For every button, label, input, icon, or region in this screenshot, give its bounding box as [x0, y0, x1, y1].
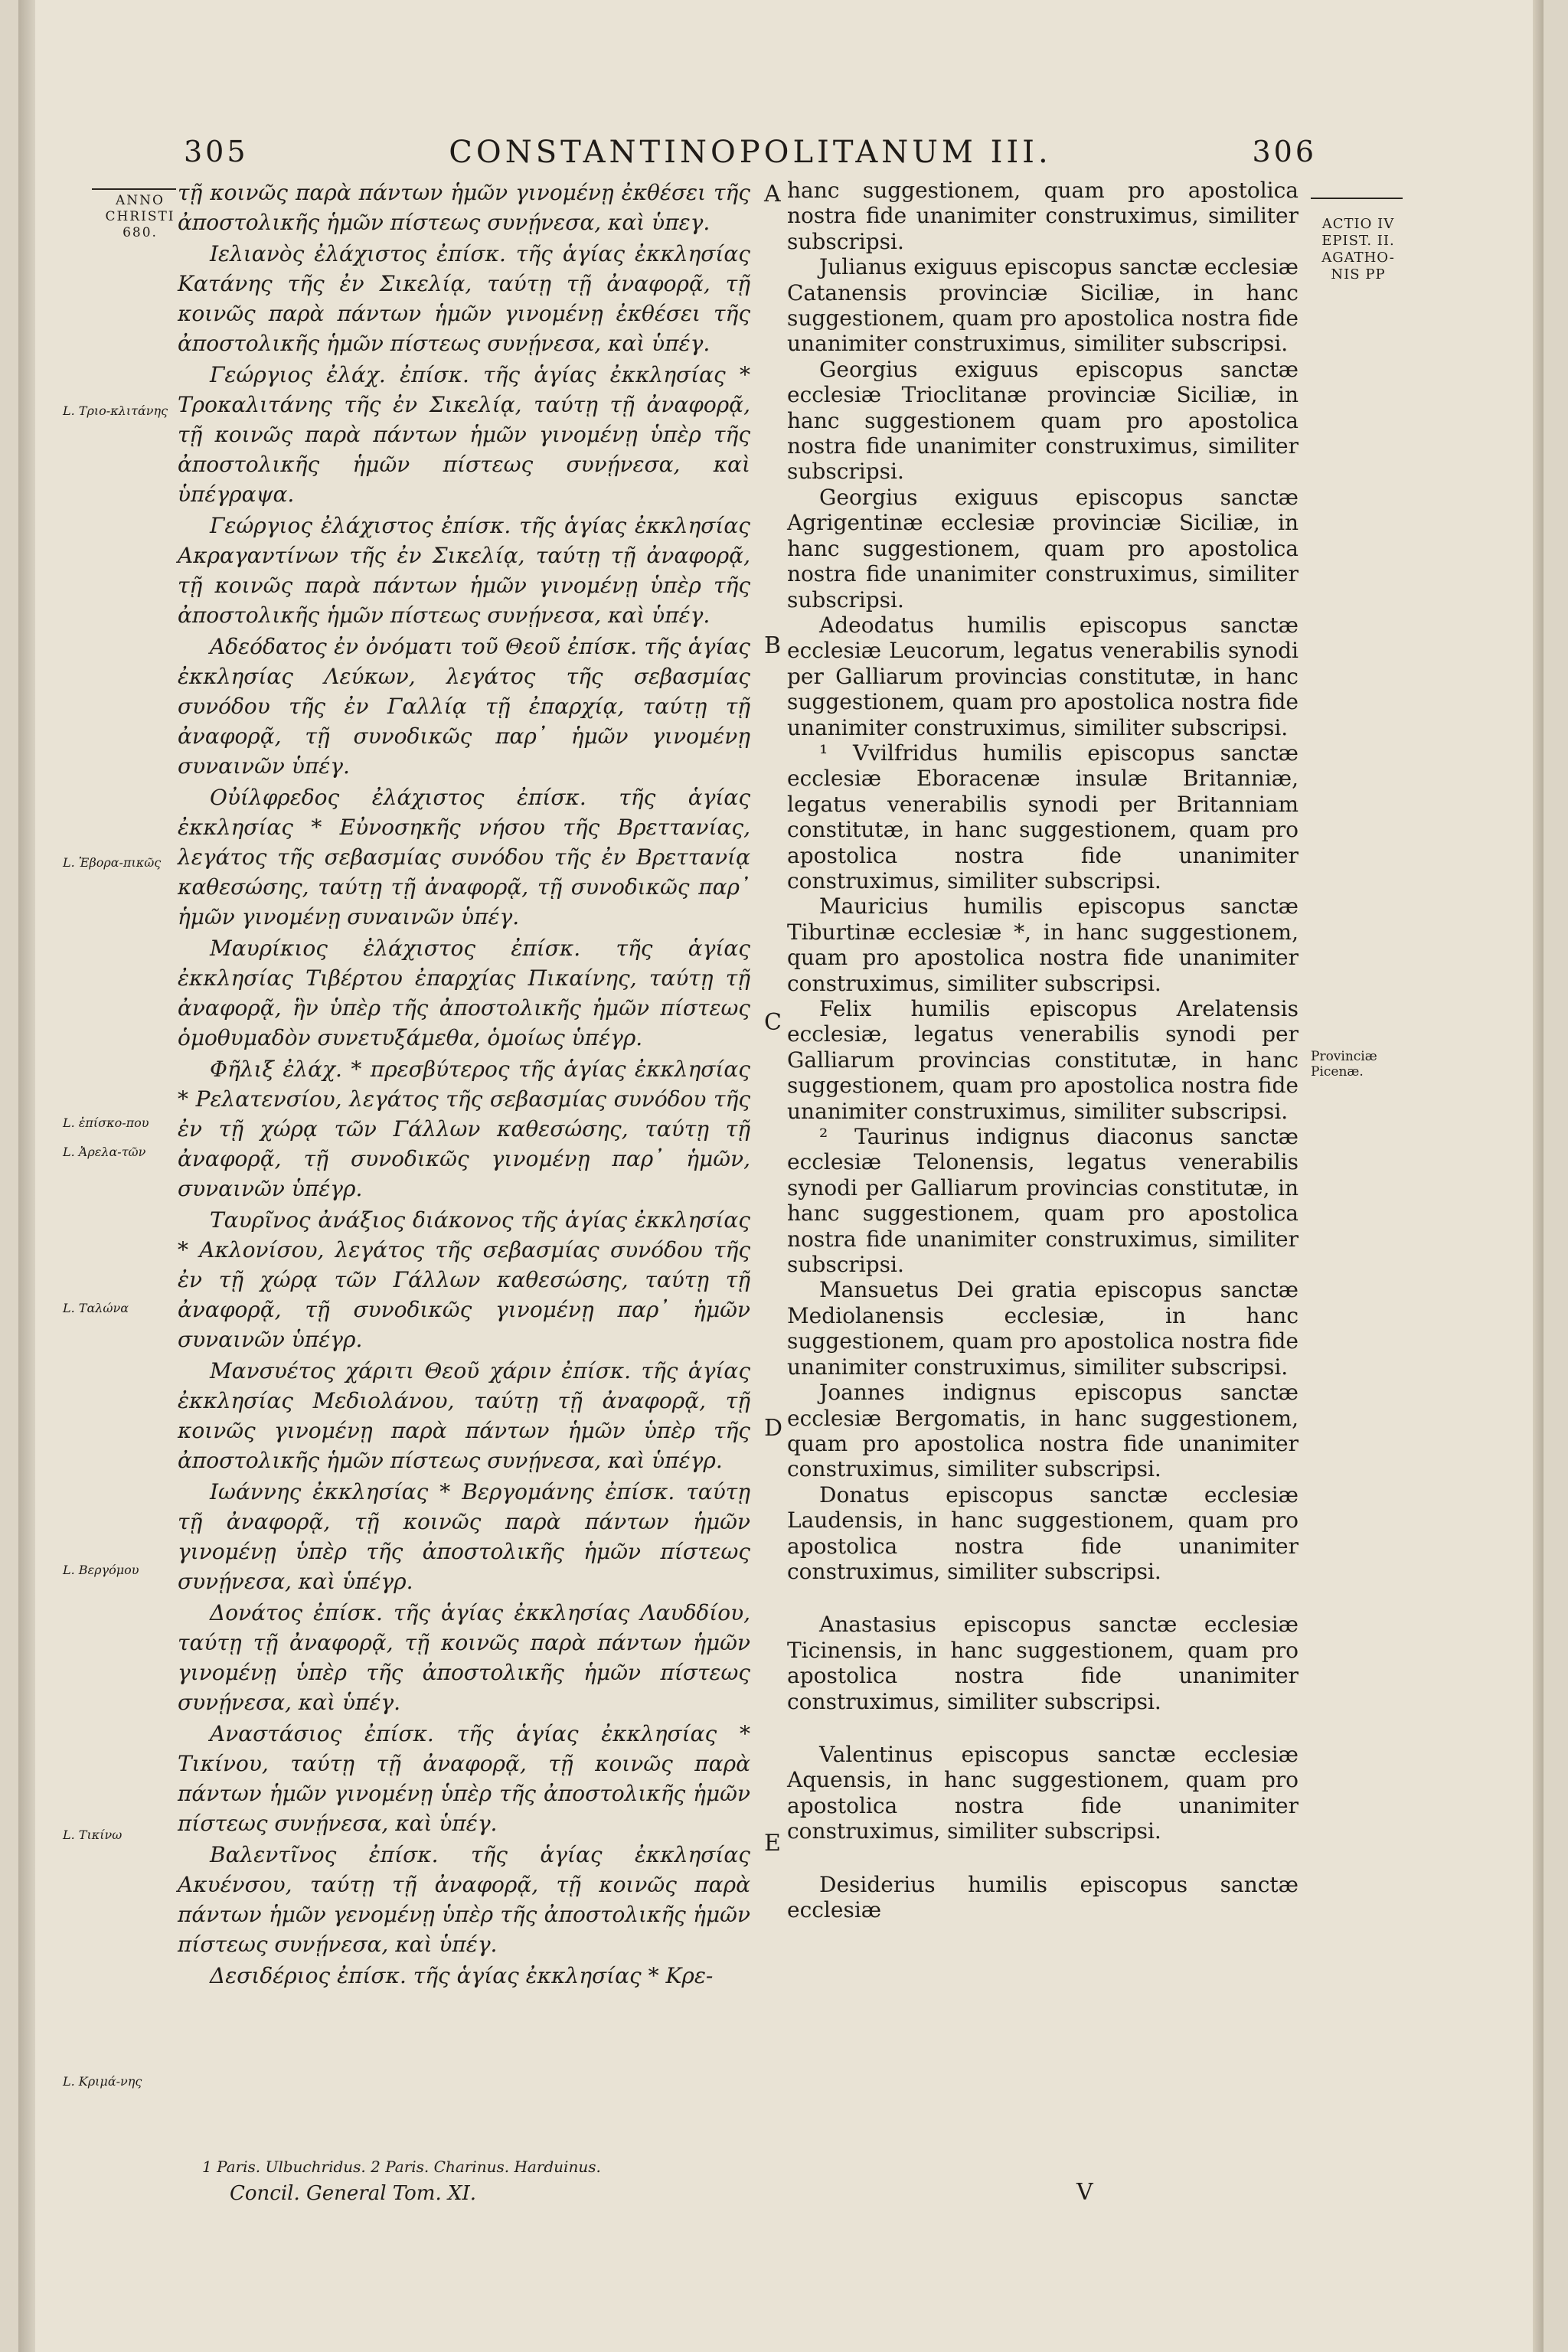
latin-paragraph: Julianus exiguus episcopus sanctæ ecclesiæ Catanensis provinciæ Siciliæ, in hanc suggestionem, quam pro apostolica nostra fide unanimiter construximus, similiter subscripsi.	[787, 254, 1298, 357]
latin-paragraph: Valentinus episcopus sanctæ ecclesiæ Aquensis, in hanc suggestionem, quam pro apostolica nostra fide unanimiter construximus, similiter subscripsi.	[787, 1741, 1298, 1844]
page-gutter-shadow	[1533, 0, 1544, 2352]
greek-paragraph: Μανσυέτος χάριτι Θεοῦ χάριν ἐπίσκ. τῆς ἁγίας ἐκκλησίας Μεδιολάνου, ταύτῃ τῇ ἀναφορᾷ, τῇ κοινῶς γινομένῃ παρὰ πάντων ἡμῶν ὑπὲρ τῆς ἀποστολικῆς ἡμῶν πίστεως συνῄνεσα, καὶ ὑπέγρ.	[178, 1358, 750, 1473]
greek-paragraph: Δεσιδέριος ἐπίσκ. τῆς ἁγίας ἐκκλησίας * Κρε-	[210, 1963, 714, 1988]
greek-paragraph: Αναστάσιος ἐπίσκ. τῆς ἁγίας ἐκκλησίας * Τικίνου, ταύτῃ τῇ ἀναφορᾷ, τῇ κοινῶς παρὰ πάντων ἡμῶν γινομένῃ ὑπὲρ τῆς ἀποστολικῆς ἡμῶν πίστεως συνῄνεσα, καὶ ὑπέγ.	[178, 1721, 750, 1836]
margin-note: L. ἐπίσκο-που	[63, 1116, 149, 1130]
picena-label: Picenæ.	[1311, 1064, 1364, 1080]
latin-column	[787, 178, 1298, 2275]
section-letter-c: C	[764, 1009, 782, 1036]
margin-rule-left	[92, 188, 176, 190]
previous-page-edge	[18, 0, 35, 2352]
latin-paragraph: Desiderius humilis episcopus sanctæ ecclesiæ	[787, 1871, 1298, 1922]
margin-note: L. Ἀρελα-τῶν	[63, 1145, 146, 1159]
epist-label: EPIST. II.	[1321, 233, 1395, 249]
anno-label: ANNO	[116, 193, 165, 208]
latin-paragraph: Adeodatus humilis episcopus sanctæ ecclesiæ Leucorum, legatus venerabilis synodi per Galliarum provincias constitutæ, in hanc suggestionem, quam pro apostolica nostra fide unanimiter construximus, similiter subscripsi.	[787, 612, 1298, 740]
latin-paragraph: Georgius exiguus episcopus sanctæ Agrigentinæ ecclesiæ provinciæ Siciliæ, in hanc suggestionem, quam pro apostolica nostra fide unanimiter construximus, similiter subscripsi.	[787, 484, 1298, 612]
latin-paragraph: Mauricius humilis episcopus sanctæ Tiburtinæ ecclesiæ *, in hanc suggestionem, quam pro apostolica nostra fide unanimiter construximus, similiter subscripsi.	[787, 893, 1298, 996]
latin-paragraph: Mansuetus Dei gratia episcopus sanctæ Mediolanensis ecclesiæ, in hanc suggestionem, quam pro apostolica nostra fide unanimiter construximus, similiter subscripsi.	[787, 1277, 1298, 1380]
year-label: 680.	[122, 225, 158, 240]
greek-paragraph: Δονάτος ἐπίσκ. τῆς ἁγίας ἐκκλησίας Λαυδδίου, ταύτῃ τῇ ἀναφορᾷ, τῇ κοινῶς παρὰ πάντων ἡμῶν γινομένῃ ὑπὲρ τῆς ἀποστολικῆς ἡμῶν πίστεως συνῄνεσα, καὶ ὑπέγ.	[178, 1600, 750, 1715]
latin-paragraph: hanc suggestionem, quam pro apostolica nostra fide unanimiter construximus, similiter subscripsi.	[787, 178, 1298, 254]
latin-paragraph: Donatus episcopus sanctæ ecclesiæ Laudensis, in hanc suggestionem, quam pro apostolica nostra fide unanimiter construximus, similiter subscripsi.	[787, 1481, 1298, 1584]
signature-mark: V	[1076, 2179, 1093, 2206]
greek-paragraph: Ταυρῖνος ἀνάξιος διάκονος τῆς ἁγίας ἐκκλησίας * Ακλονίσου, λεγάτος τῆς σεβασμίας συνόδου τῆς ἐν τῇ χώρᾳ τῶν Γάλλων καθεσώσης, ταύτῃ τῇ ἀναφορᾷ, τῇ συνοδικῶς γινομένῃ παρ᾽ ἡμῶν συναινῶν ὑπέγρ.	[178, 1207, 750, 1352]
greek-paragraph: Γεώργιος ἐλάχιστος ἐπίσκ. τῆς ἁγίας ἐκκλησίας Ακραγαντίνων τῆς ἐν Σικελίᾳ, ταύτῃ τῇ ἀναφορᾷ, τῇ κοινῶς παρὰ πάντων ἡμῶν γινομένῃ ὑπὲρ τῆς ἀποστολικῆς ἡμῶν πίστεως συνῄνεσα, καὶ ὑπέγ.	[178, 513, 750, 628]
greek-paragraph: Βαλεντῖνος ἐπίσκ. τῆς ἁγίας ἐκκλησίας Ακυένσου, ταύτῃ τῇ ἀναφορᾷ, τῇ κοινῶς παρὰ πάντων ἡμῶν γενομένῃ ὑπὲρ τῆς ἀποστολικῆς ἡμῶν πίστεως συνῄνεσα, καὶ ὑπέγ.	[178, 1842, 750, 1957]
nis-label: NIS PP	[1331, 266, 1386, 283]
provincia-label: Provinciæ	[1311, 1049, 1377, 1064]
greek-paragraph: Οὐίλφρεδος ἐλάχιστος ἐπίσκ. τῆς ἁγίας ἐκκλησίας * Εὐνοσηκῆς νήσου τῆς Βρεττανίας, λεγάτος τῆς σεβασμίας συνόδου τῆς ἐν Βρεττανίᾳ καθεσώσης, ταύτῃ τῇ ἀναφορᾷ, τῇ συνοδικῶς παρ᾽ ἡμῶν γινομένῃ συναινῶν ὑπέγ.	[178, 785, 750, 929]
page-number-left: 305	[184, 135, 249, 168]
page-title: CONSTANTINOPOLITANUM III.	[449, 135, 1052, 170]
greek-paragraph: Ιωάννης ἐκκλησίας * Βεργομάνης ἐπίσκ. ταύτῃ τῇ ἀναφορᾷ, τῇ κοινῶς παρὰ πάντων ἡμῶν γινομένῃ ὑπὲρ τῆς ἀποστολικῆς ἡμῶν πίστεως συνῄνεσα, καὶ ὑπέγρ.	[178, 1479, 750, 1594]
latin-paragraph: Anastasius episcopus sanctæ ecclesiæ Ticinensis, in hanc suggestionem, quam pro apostolica nostra fide unanimiter construximus, similiter subscripsi.	[787, 1612, 1298, 1714]
agatho-label: AGATHO-	[1321, 250, 1395, 266]
margin-note: L. Βεργόμου	[63, 1563, 139, 1577]
margin-note-right	[1311, 1049, 1426, 1080]
christi-label: CHRISTI	[105, 209, 175, 224]
greek-column	[178, 178, 750, 2275]
greek-paragraph: Φῆλιξ ἐλάχ. * πρεσβύτερος τῆς ἁγίας ἐκκλησίας * Ρελατενσίου, λεγάτος τῆς σεβασμίας συνόδου τῆς ἐν τῇ χώρᾳ τῶν Γάλλων καθεσώσης, ταύτῃ τῇ ἀναφορᾷ, τῇ συνοδικῶς γινομένῃ παρ᾽ ἡμῶν, συναινῶν ὑπέγρ.	[178, 1057, 750, 1201]
running-header	[184, 135, 1317, 173]
section-letter-e: E	[764, 1830, 781, 1857]
margin-note: L. Τικίνω	[63, 1828, 122, 1842]
greek-paragraph: Αδεόδατος ἐν ὀνόματι τοῦ Θεοῦ ἐπίσκ. τῆς ἁγίας ἐκκλησίας Λεύκων, λεγάτος τῆς σεβασμίας συνόδου τῆς ἐν Γαλλίᾳ τῇ ἐπαρχίᾳ, ταύτῃ τῇ ἀναφορᾷ, τῇ συνοδικῶς παρ᾽ ἡμῶν γινομένῃ συναινῶν ὑπέγ.	[178, 634, 750, 779]
margin-note: L. Τριο-κλιτάνης	[63, 403, 168, 418]
greek-paragraph: τῇ κοινῶς παρὰ πάντων ἡμῶν γινομένῃ ἐκθέσει τῆς ἀποστολικῆς ἡμῶν πίστεως συνῄνεσα, καὶ ὑπεγ.	[178, 180, 750, 235]
latin-paragraph: ¹ Vvilfridus humilis episcopus sanctæ ecclesiæ Eboracenæ insulæ Britanniæ, legatus venerabilis synodi per Britanniam constitutæ, in hanc suggestionem, quam pro apostolica nostra fide unanimiter construximus, similiter subscripsi.	[787, 740, 1298, 893]
greek-paragraph: Γεώργιος ἐλάχ. ἐπίσκ. τῆς ἁγίας ἐκκλησίας * Τροκαλιτάνης τῆς ἐν Σικελίᾳ, ταύτῃ τῇ ἀναφορᾷ, τῇ κοινῶς παρὰ πάντων ἡμῶν γινομένῃ ὑπὲρ τῆς ἀποστολικῆς ἡμῶν πίστεως συνῄνεσα, καὶ ὑπέγραψα.	[178, 362, 750, 507]
volume-line: Concil. General Tom. XI.	[230, 2182, 477, 2205]
latin-paragraph: Felix humilis episcopus Arelatensis ecclesiæ, legatus venerabilis synodi per Galliarum provincias constitutæ, in hanc suggestionem, quam pro apostolica nostra fide unanimiter construximus, similiter subscripsi.	[787, 996, 1298, 1124]
margin-note: L. Κριμά-νης	[63, 2074, 142, 2089]
latin-paragraph: Joannes indignus episcopus sanctæ ecclesiæ Bergomatis, in hanc suggestionem, quam pro apostolica nostra fide unanimiter construximus, similiter subscripsi.	[787, 1380, 1298, 1482]
margin-note: L. Ταλώνα	[63, 1301, 129, 1315]
footnotes: 1 Paris. Ulbuchridus. 2 Paris. Charinus. Harduinus.	[202, 2158, 601, 2176]
latin-paragraph: ² Taurinus indignus diaconus sanctæ ecclesiæ Telonensis, legatus venerabilis synodi per Galliarum provincias constitutæ, in hanc suggestionem, quam pro apostolica nostra fide unanimiter construximus, similiter subscripsi.	[787, 1124, 1298, 1278]
margin-note: L. Ἐβορα-πικῶς	[63, 855, 162, 870]
actio-label: ACTIO IV	[1321, 216, 1395, 232]
actio-marker	[1305, 216, 1412, 283]
section-letter-a: A	[764, 181, 781, 207]
section-letter-d: D	[764, 1415, 783, 1442]
margin-rule-right	[1311, 198, 1403, 199]
section-letter-b: B	[764, 632, 782, 659]
greek-paragraph: Ιελιανὸς ἐλάχιστος ἐπίσκ. τῆς ἁγίας ἐκκλησίας Κατάνης τῆς ἐν Σικελίᾳ, ταύτῃ τῇ ἀναφορᾷ, τῇ κοινῶς παρὰ πάντων ἡμῶν γινομένῃ ἐκθέσει τῆς ἀποστολικῆς ἡμῶν πίστεως συνῄνεσα, καὶ ὑπέγ.	[178, 241, 750, 356]
page-number-right: 306	[1252, 135, 1317, 168]
year-marker	[90, 193, 190, 241]
latin-paragraph: Georgius exiguus episcopus sanctæ ecclesiæ Trioclitanæ provinciæ Siciliæ, in hanc suggestionem quam pro apostolica nostra fide unanimiter construximus, similiter subscripsi.	[787, 356, 1298, 485]
greek-paragraph: Μαυρίκιος ἐλάχιστος ἐπίσκ. τῆς ἁγίας ἐκκλησίας Τιβέρτου ἐπαρχίας Πικαίνης, ταύτῃ τῇ ἀναφορᾷ, ἣν ὑπὲρ τῆς ἀποστολικῆς ἡμῶν πίστεως ὁμοθυμαδὸν συνετυξάμεθα, ὁμοίως ὑπέγρ.	[178, 936, 750, 1050]
